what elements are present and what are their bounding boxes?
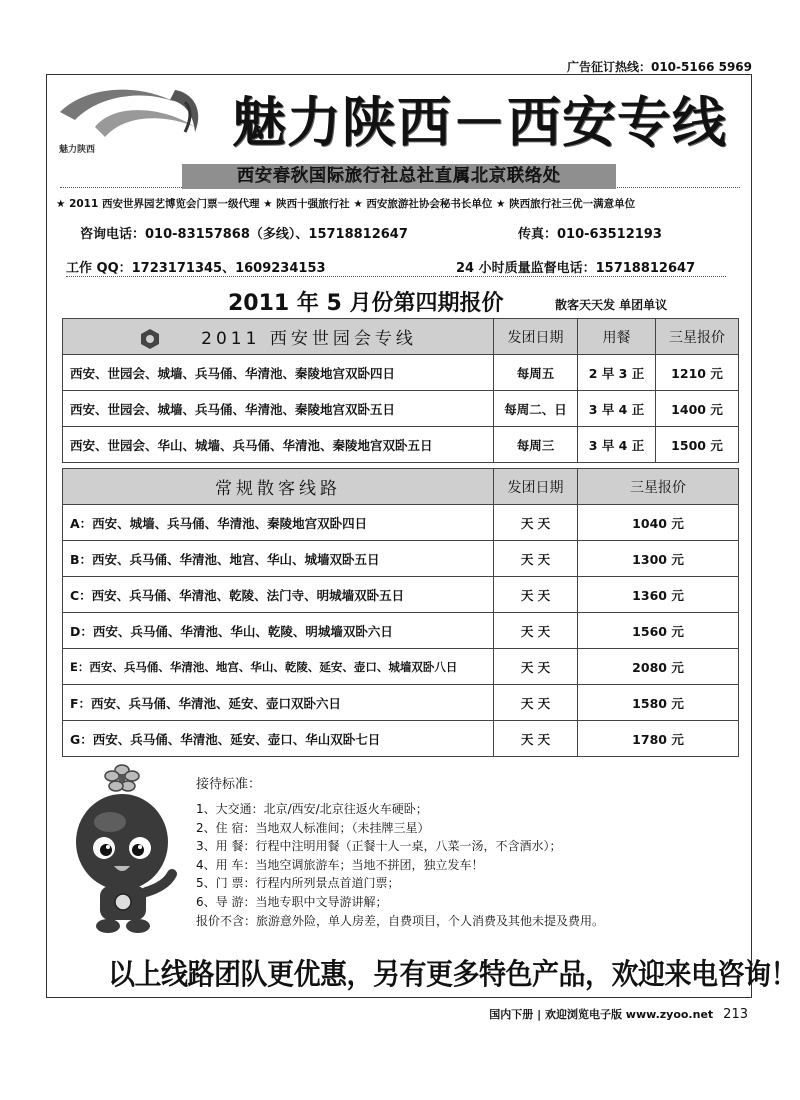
list-item: 报价不含：旅游意外险，单人房差，自费项目，个人消费及其他未提及费用。 bbox=[196, 913, 605, 928]
expo-header-price: 三星报价 bbox=[656, 319, 739, 355]
date-cell: 每周五 bbox=[494, 355, 578, 391]
regular-header-date: 发团日期 bbox=[494, 469, 578, 505]
meal-cell: 2 早 3 正 bbox=[578, 355, 656, 391]
issue-title: 2011 年 5 月份第四期报价 bbox=[228, 291, 504, 316]
date-cell: 天 天 bbox=[494, 721, 578, 757]
list-item: 4、用 车：当地空调旅游车；当地不拼团，独立发车！ bbox=[196, 857, 484, 872]
list-item: 1、大交通：北京/西安/北京往返火车硬卧； bbox=[196, 802, 428, 816]
issue-subtitle: 散客天天发 单团单议 bbox=[555, 298, 668, 312]
date-cell: 每周三 bbox=[494, 427, 578, 463]
date-cell: 天 天 bbox=[494, 541, 578, 577]
mascot-illustration bbox=[70, 760, 180, 935]
table-row bbox=[63, 391, 739, 427]
fax-number: 传真：010-63512193 bbox=[518, 227, 662, 242]
list-item: 2、住 宿：当地双人标准间；（未挂牌三星） bbox=[196, 820, 430, 835]
route-cell: 西安、世园会、城墙、兵马俑、华清池、秦陵地宫双卧四日 bbox=[63, 355, 494, 391]
route-cell: 西安、世园会、华山、城墙、兵马俑、华清池、秦陵地宫双卧五日 bbox=[63, 427, 494, 463]
price-cell: 1780 元 bbox=[578, 721, 739, 757]
brand-logo bbox=[55, 82, 215, 162]
price-cell: 1580 元 bbox=[578, 685, 739, 721]
agency-subtitle: 西安春秋国际旅行社总社直属北京联络处 bbox=[182, 164, 616, 189]
page-title: 魅力陕西－西安专线 bbox=[232, 91, 727, 154]
expo-table bbox=[62, 318, 739, 463]
date-cell: 天 天 bbox=[494, 649, 578, 685]
route-cell: 西安、世园会、城墙、兵马俑、华清池、秦陵地宫双卧五日 bbox=[63, 391, 494, 427]
promo-banner: 以上线路团队更优惠，另有更多特色产品，欢迎来电咨询！ bbox=[108, 958, 797, 992]
work-qq: 工作 QQ：1723171345、1609234153 bbox=[66, 257, 456, 277]
logo-text: 魅力陕西 bbox=[59, 145, 96, 155]
route-cell: D：西安、兵马俑、华清池、华山、乾陵、明城墙双卧六日 bbox=[63, 613, 494, 649]
table-row bbox=[63, 355, 739, 391]
expo-header-route-label: 2011 西安世园会专线 bbox=[201, 328, 417, 349]
table-row bbox=[63, 427, 739, 463]
route-cell: B：西安、兵马俑、华清池、地宫、华山、城墙双卧五日 bbox=[63, 541, 494, 577]
expo-header-date: 发团日期 bbox=[494, 319, 578, 355]
regular-header-price: 三星报价 bbox=[578, 469, 739, 505]
date-cell: 天 天 bbox=[494, 613, 578, 649]
honors-line: ★ 2011 西安世界园艺博览会门票一级代理 ★ 陕西十强旅行社 ★ 西安旅游社协会秘书长单位 ★ 陕西旅行社三优一满意单位 bbox=[56, 198, 636, 210]
date-cell: 天 天 bbox=[494, 577, 578, 613]
price-cell: 1500 元 bbox=[656, 427, 739, 463]
table-row bbox=[63, 541, 739, 577]
list-item: 6、导 游：当地专职中文导游讲解； bbox=[196, 894, 388, 909]
price-cell: 1210 元 bbox=[656, 355, 739, 391]
price-cell: 1040 元 bbox=[578, 505, 739, 541]
expo-header-route bbox=[63, 319, 494, 355]
route-cell: C：西安、兵马俑、华清池、乾陵、法门寺、明城墙双卧五日 bbox=[63, 577, 494, 613]
list-item: 5、门 票：行程内所列景点首道门票； bbox=[196, 876, 400, 891]
price-cell: 2080 元 bbox=[578, 649, 739, 685]
supervision-phone: 24 小时质量监督电话：15718812647 bbox=[456, 257, 726, 277]
table-row bbox=[63, 577, 739, 613]
route-cell: A：西安、城墙、兵马俑、华清池、秦陵地宫双卧四日 bbox=[63, 505, 494, 541]
route-cell: F：西安、兵马俑、华清池、延安、壶口双卧六日 bbox=[63, 685, 494, 721]
price-cell: 1400 元 bbox=[656, 391, 739, 427]
consult-phone: 咨询电话：010-83157868（多线）、15718812647 bbox=[80, 227, 408, 242]
route-cell: G：西安、兵马俑、华清池、延安、壶口、华山双卧七日 bbox=[63, 721, 494, 757]
table-row bbox=[63, 613, 739, 649]
table-row bbox=[63, 721, 739, 757]
regular-table bbox=[62, 468, 739, 757]
table-row bbox=[63, 505, 739, 541]
date-cell: 天 天 bbox=[494, 685, 578, 721]
list-item: 3、用 餐：行程中注明用餐（正餐十人一桌，八菜一汤，不含酒水）； bbox=[196, 839, 562, 854]
table-row bbox=[63, 685, 739, 721]
price-cell: 1560 元 bbox=[578, 613, 739, 649]
ad-hotline: 广告征订热线：010-5166 5969 bbox=[566, 60, 752, 74]
footer-text: 国内下册 | 欢迎浏览电子版 www.zyoo.net bbox=[489, 1008, 714, 1021]
route-cell: E：西安、兵马俑、华清池、地宫、华山、乾陵、延安、壶口、城墙双卧八日 bbox=[63, 649, 494, 685]
date-cell: 天 天 bbox=[494, 505, 578, 541]
date-cell: 每周二、日 bbox=[494, 391, 578, 427]
expo-header-meal: 用餐 bbox=[578, 319, 656, 355]
notes-list bbox=[196, 800, 604, 930]
regular-header-route: 常规散客线路 bbox=[63, 469, 494, 505]
page-number: 213 bbox=[723, 1007, 748, 1022]
table-row bbox=[63, 649, 739, 685]
page-footer bbox=[489, 1006, 748, 1022]
expo-table-header bbox=[63, 319, 739, 355]
meal-cell: 3 早 4 正 bbox=[578, 391, 656, 427]
meal-cell: 3 早 4 正 bbox=[578, 427, 656, 463]
expo-logo-icon bbox=[139, 328, 161, 350]
price-cell: 1300 元 bbox=[578, 541, 739, 577]
price-cell: 1360 元 bbox=[578, 577, 739, 613]
notes-heading: 接待标准： bbox=[196, 777, 262, 792]
regular-table-header bbox=[63, 469, 739, 505]
